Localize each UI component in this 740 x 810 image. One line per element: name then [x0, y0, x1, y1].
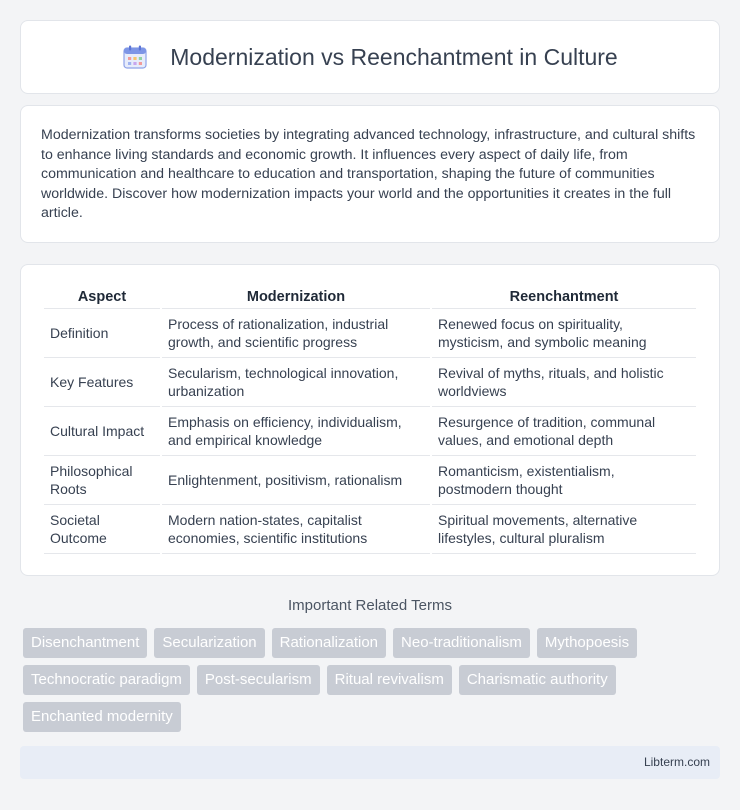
cell-reenchantment: Romanticism, existentialism, postmodern thought	[432, 456, 696, 505]
cell-modernization: Enlightenment, positivism, rationalism	[162, 456, 430, 505]
header-modernization: Modernization	[162, 285, 430, 309]
cell-modernization: Modern nation-states, capitalist economies, scientific institutions	[162, 505, 430, 554]
comparison-table-card	[20, 264, 720, 576]
tag-technocratic-paradigm[interactable]: Technocratic paradigm	[23, 665, 190, 695]
comparison-table	[42, 285, 698, 554]
tag-post-secularism[interactable]: Post-secularism	[197, 665, 320, 695]
tag-charismatic-authority[interactable]: Charismatic authority	[459, 665, 616, 695]
table-row	[44, 309, 696, 358]
header-reenchantment: Reenchantment	[432, 285, 696, 309]
footer	[20, 746, 720, 779]
tag-enchanted-modernity[interactable]: Enchanted modernity	[23, 702, 181, 732]
calendar-icon	[122, 44, 148, 70]
tag-mythopoesis[interactable]: Mythopoesis	[537, 628, 637, 658]
cell-modernization: Emphasis on efficiency, individualism, and empirical knowledge	[162, 407, 430, 456]
cell-reenchantment: Resurgence of tradition, communal values, and emotional depth	[432, 407, 696, 456]
table-row	[44, 505, 696, 554]
table-row	[44, 456, 696, 505]
table-row	[44, 358, 696, 407]
tag-disenchantment[interactable]: Disenchantment	[23, 628, 147, 658]
cell-aspect: Societal Outcome	[44, 505, 160, 554]
cell-aspect: Philosophical Roots	[44, 456, 160, 505]
table-header-row	[44, 285, 696, 309]
cell-reenchantment: Revival of myths, rituals, and holistic worldviews	[432, 358, 696, 407]
tag-rationalization[interactable]: Rationalization	[272, 628, 386, 658]
cell-aspect: Definition	[44, 309, 160, 358]
cell-modernization: Secularism, technological innovation, urbanization	[162, 358, 430, 407]
tag-neo-traditionalism[interactable]: Neo-traditionalism	[393, 628, 530, 658]
title-card	[20, 20, 720, 94]
intro-card	[20, 105, 720, 243]
cell-modernization: Process of rationalization, industrial growth, and scientific progress	[162, 309, 430, 358]
table-row	[44, 407, 696, 456]
cell-aspect: Key Features	[44, 358, 160, 407]
cell-reenchantment: Renewed focus on spirituality, mysticism, and symbolic meaning	[432, 309, 696, 358]
cell-reenchantment: Spiritual movements, alternative lifestyles, cultural pluralism	[432, 505, 696, 554]
tag-ritual-revivalism[interactable]: Ritual revivalism	[327, 665, 452, 695]
footer-site-link[interactable]: Libterm.com	[643, 755, 710, 769]
tag-secularization[interactable]: Secularization	[154, 628, 264, 658]
page-title: Modernization vs Reenchantment in Culture	[170, 43, 618, 70]
related-terms-list	[23, 628, 723, 732]
intro-text: Modernization transforms societies by integrating advanced technology, infrastructure, and cultural shifts to enhance living standards and economic growth. It influences every aspect of daily life, from communication and healthcare to education and transportation, shaping the future of communities worldwide. Discover how modernization impacts your world and the opportunities it creates in the full article.	[41, 127, 696, 222]
related-terms-title: Important Related Terms	[288, 597, 452, 614]
header-aspect: Aspect	[44, 285, 160, 309]
cell-aspect: Cultural Impact	[44, 407, 160, 456]
